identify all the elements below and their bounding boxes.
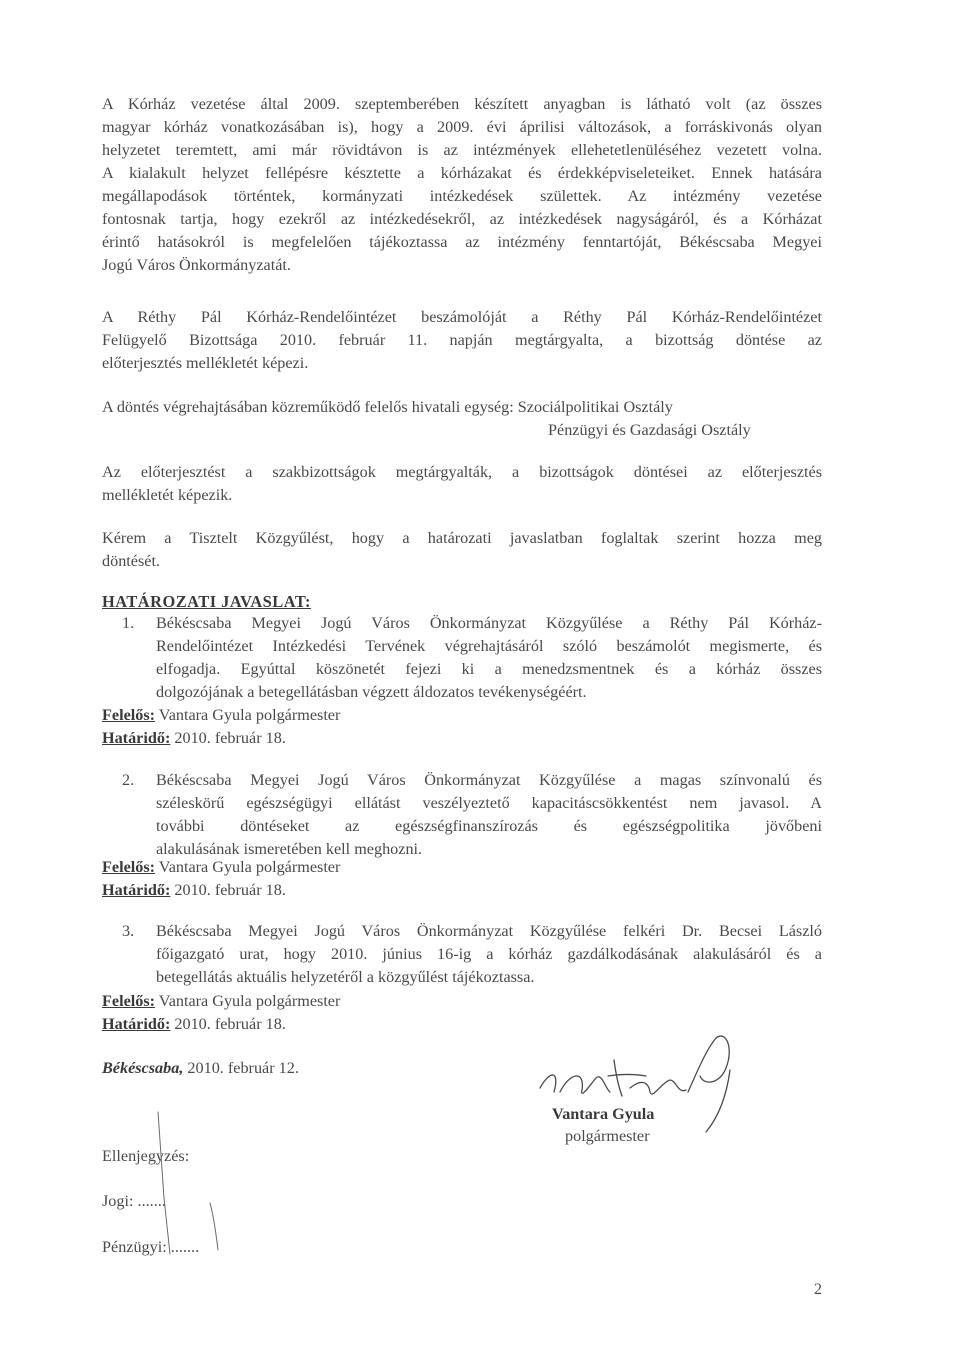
- responsible-label: Felelős:: [102, 706, 156, 724]
- deadline-line: [102, 879, 286, 902]
- financial-countersign: Pénzügyi: .......: [102, 1238, 200, 1256]
- responsible-value: Vantara Gyula polgármester: [155, 992, 341, 1010]
- responsible-label: Felelős:: [102, 992, 156, 1010]
- deadline-value: 2010. február 18.: [170, 729, 286, 747]
- responsible-line: [102, 990, 340, 1013]
- text-line: Rendelőintézet Intézkedési Tervének végrehajtásáról szóló beszámolót megismerte, és: [156, 637, 822, 655]
- deadline-value: 2010. február 18.: [170, 881, 286, 899]
- countersign-label: Ellenjegyzés:: [102, 1147, 190, 1165]
- responsible-label: Felelős:: [102, 858, 156, 876]
- text-line: érintő hatásokról is megfelelően tájékoztassa az intézmény fenntartóját, Békéscsaba Megyei: [102, 233, 822, 251]
- text-line: Békéscsaba Megyei Jogú Város Önkormányzat Közgyűlése a Réthy Pál Kórház-: [156, 614, 822, 632]
- responsible-unit-line-2: Pénzügyi és Gazdasági Osztály: [548, 421, 751, 439]
- text-line: döntését.: [102, 552, 160, 570]
- text-line: további döntéseket az egészségfinanszírozás és egészségpolitika jövőbeni: [156, 817, 822, 835]
- signer-name: Vantara Gyula: [552, 1105, 655, 1123]
- responsible-value: Vantara Gyula polgármester: [155, 858, 341, 876]
- text-line: magyar kórház vonatkozásában is), hogy a 2009. évi áprilisi változások, a forráskivonás olyan: [102, 118, 822, 136]
- paragraph-board: [102, 306, 822, 375]
- text-line: Felügyelő Bizottsága 2010. február 11. napján megtárgyalta, a bizottság döntése az: [102, 331, 822, 349]
- resolution-heading: HATÁROZATI JAVASLAT:: [102, 592, 312, 611]
- text-line: A Kórház vezetése által 2009. szeptemberében készített anyagban is látható volt (az összes: [102, 95, 822, 113]
- resolution-item-1: [156, 612, 822, 704]
- responsible-value: Vantara Gyula polgármester: [155, 706, 341, 724]
- page-number: 2: [814, 1281, 822, 1298]
- date: 2010. február 12.: [183, 1059, 299, 1077]
- text-line: A kialakult helyzet fellépésre késztette a kórházakat és érdekképviseleteiket. Ennek hatására: [102, 164, 822, 182]
- item-number: 2.: [122, 771, 135, 789]
- item-number: 1.: [122, 614, 135, 632]
- text-line: megállapodások történtek, kormányzati intézkedések születtek. Az intézmény vezetése: [102, 187, 822, 205]
- text-line: Békéscsaba Megyei Jogú Város Önkormányzat Közgyűlése a magas színvonalú és: [156, 771, 822, 789]
- text-line: mellékletét képezik.: [102, 486, 233, 504]
- text-line: elfogadja. Egyúttal köszönetét fejezi ki a menedzsmentnek és a kórház összes: [156, 660, 822, 678]
- place: Békéscsaba,: [102, 1059, 184, 1077]
- text-line: alakulásának ismeretében kell meghozni.: [156, 840, 423, 858]
- countersign-mark: [150, 1108, 230, 1258]
- deadline-label: Határidő:: [102, 729, 171, 747]
- text-line: Jogú Város Önkormányzatát.: [102, 256, 291, 274]
- item-number: 3.: [122, 922, 135, 940]
- text-line: betegellátás aktuális helyzetéről a közgyűlést tájékoztassa.: [156, 968, 535, 986]
- text-line: Kérem a Tisztelt Közgyűlést, hogy a határozati javaslatban foglaltak szerint hozza meg: [102, 529, 822, 547]
- text-line: dolgozójának a betegellátásban végzett áldozatos tevékenységéért.: [156, 683, 587, 701]
- legal-countersign: Jogi: .......: [102, 1192, 166, 1210]
- signer-title: polgármester: [565, 1127, 650, 1145]
- text-line: főigazgató urat, hogy 2010. június 16-ig a kórház gazdálkodásának alakulásáról és a: [156, 945, 822, 963]
- paragraph-request: [102, 527, 822, 573]
- deadline-value: 2010. február 18.: [170, 1015, 286, 1033]
- responsible-line: [102, 856, 340, 879]
- text-line: előterjesztés mellékletét képezi.: [102, 354, 309, 372]
- paragraph-committees: [102, 461, 822, 507]
- text-line: Békéscsaba Megyei Jogú Város Önkormányzat Közgyűlése felkéri Dr. Becsei László: [156, 922, 822, 940]
- deadline-line: [102, 727, 286, 750]
- resolution-item-3: [156, 920, 822, 989]
- paragraph-intro: [102, 93, 822, 277]
- place-date-line: [102, 1057, 299, 1080]
- deadline-label: Határidő:: [102, 1015, 171, 1033]
- resolution-item-2: [156, 769, 822, 861]
- responsible-line: [102, 704, 340, 727]
- text-line: fontosnak tartja, hogy ezekről az intézkedésekről, az intézkedések nagyságáról, és a Kórházat: [102, 210, 822, 228]
- text-line: széleskörű egészségügyi ellátást veszélyeztető kapacitáscsökkentést nem javasol. A: [156, 794, 822, 812]
- text-line: Az előterjesztést a szakbizottságok megtárgyalták, a bizottságok döntései az előterjesztés: [102, 463, 822, 481]
- text-line: A Réthy Pál Kórház-Rendelőintézet beszámolóját a Réthy Pál Kórház-Rendelőintézet: [102, 308, 822, 326]
- deadline-label: Határidő:: [102, 881, 171, 899]
- text-line: helyzetet teremtett, ami már rövidtávon is az intézmények ellehetetlenüléséhez vezetett volna.: [102, 141, 822, 159]
- responsible-unit-line: A döntés végrehajtásában közreműködő felelős hivatali egység: Szociálpolitikai Osztály: [102, 398, 673, 416]
- deadline-line: [102, 1013, 286, 1036]
